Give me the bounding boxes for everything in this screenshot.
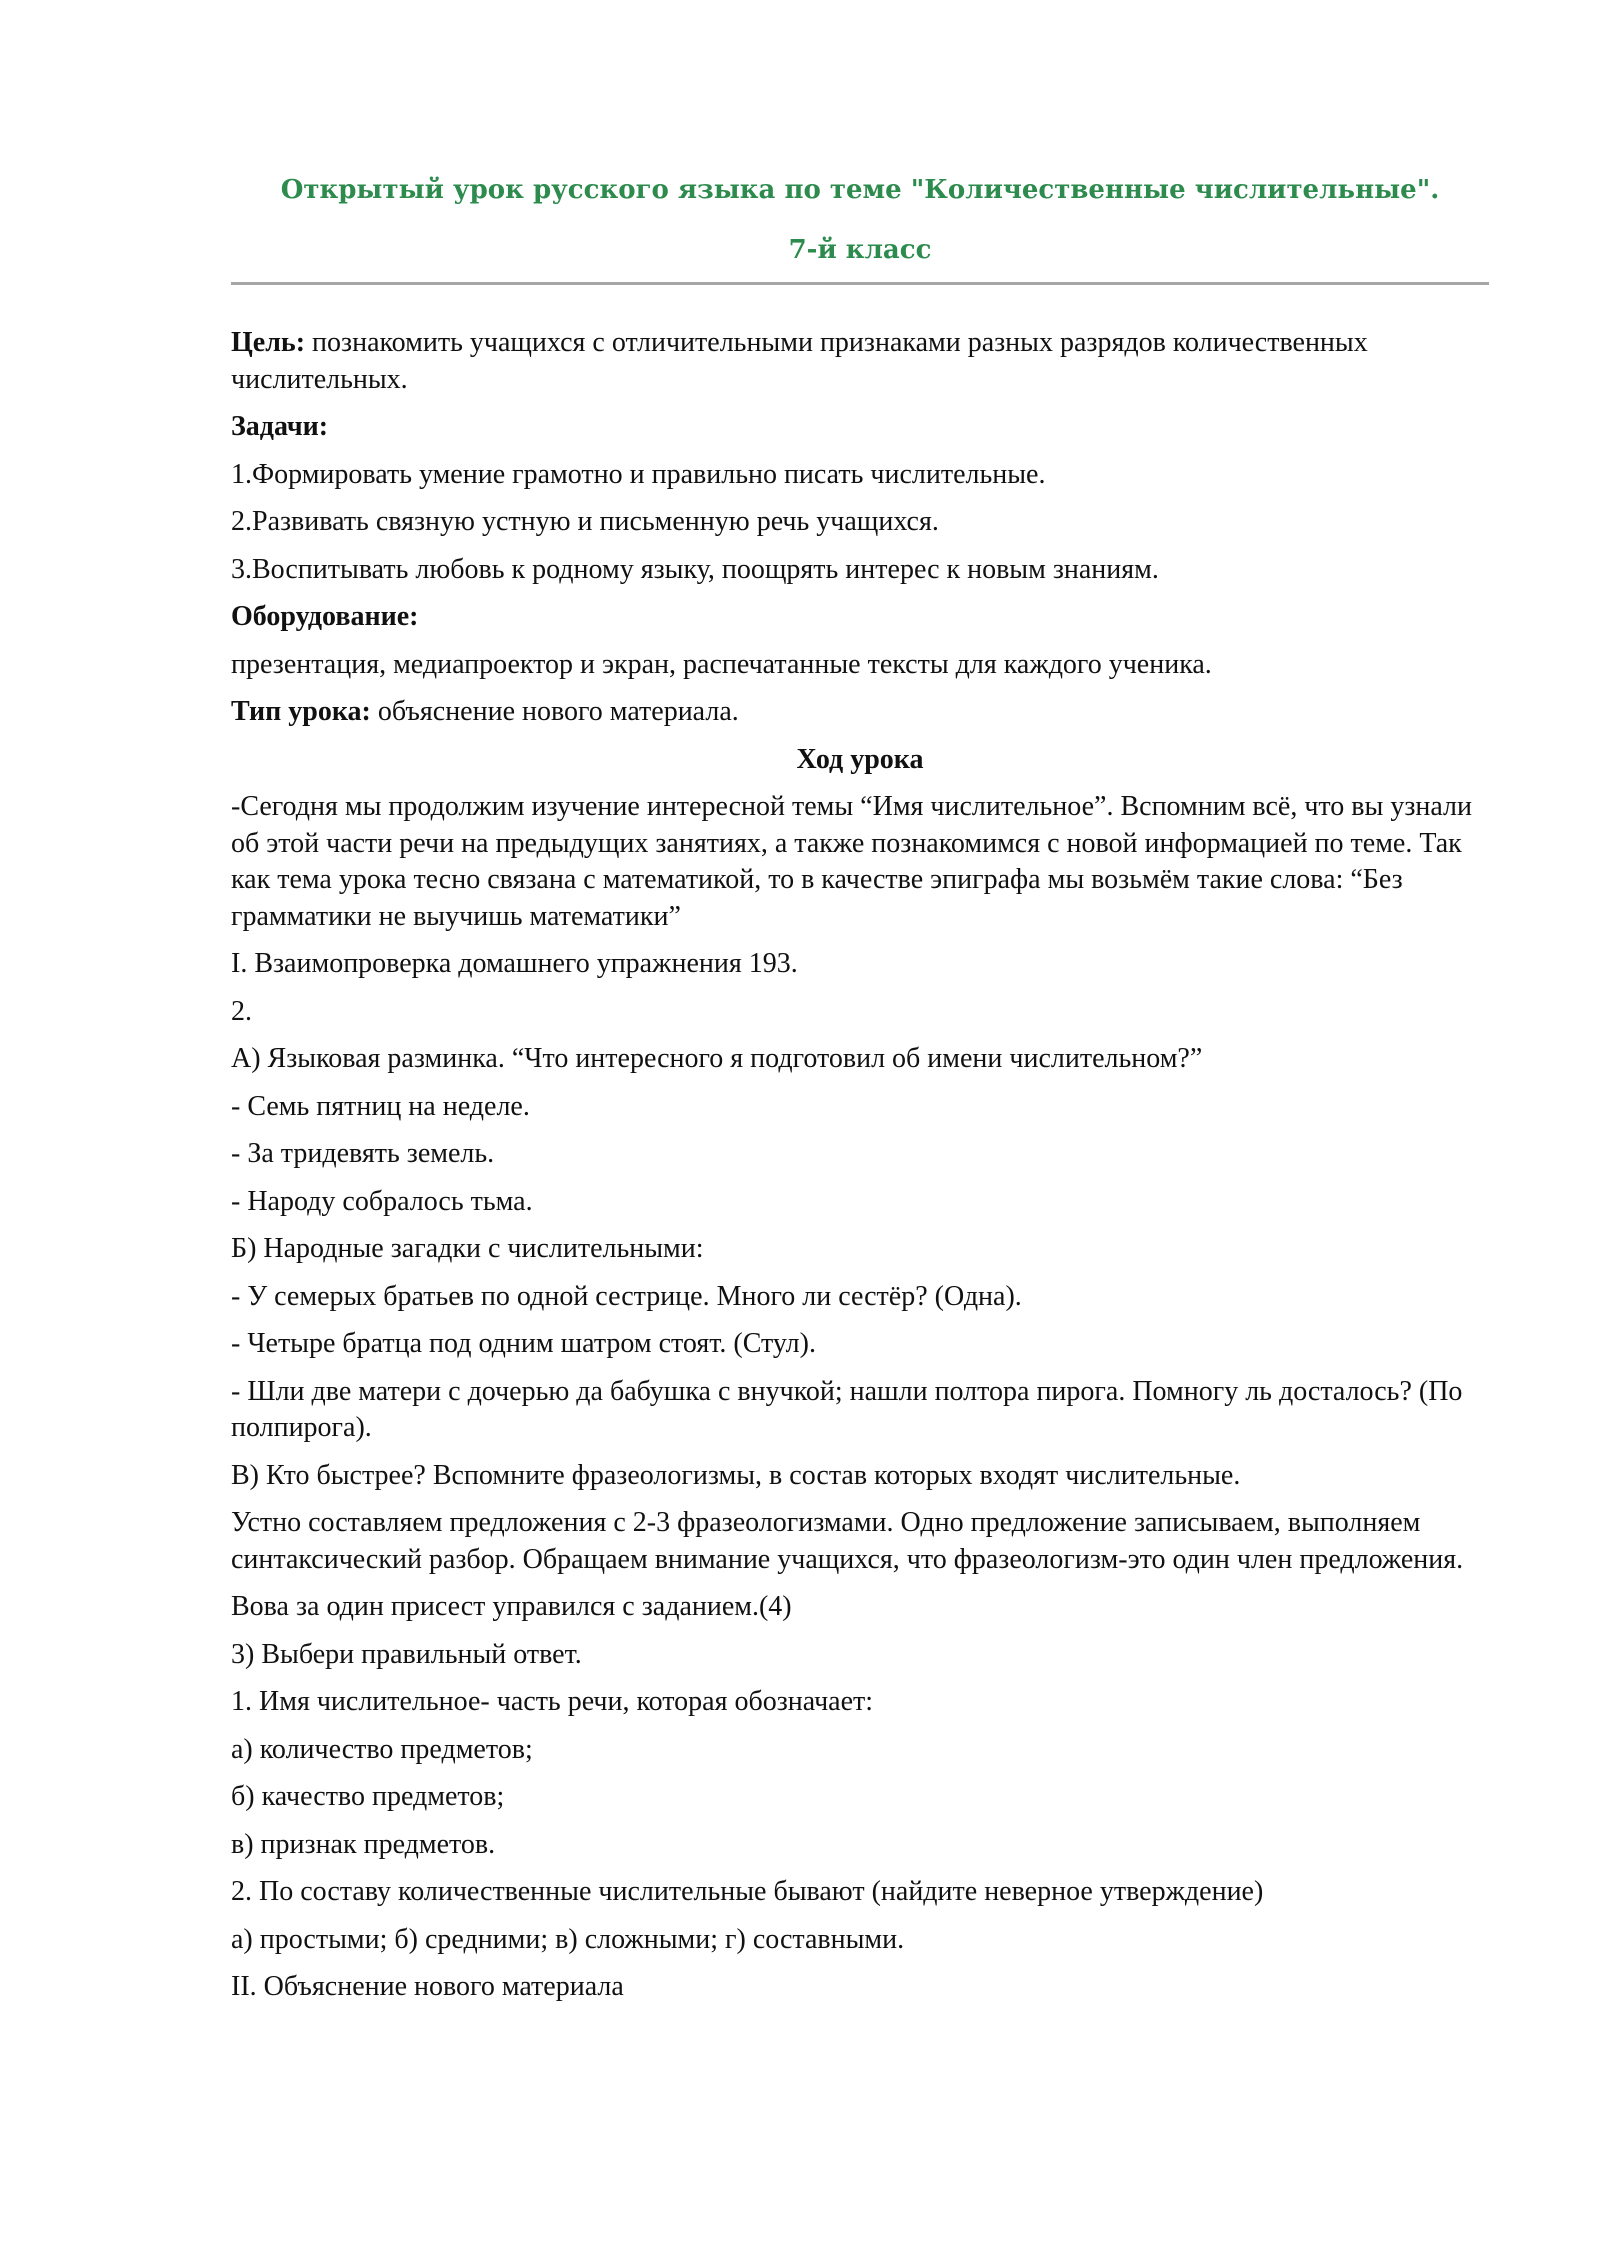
task-item-1: 1.Формировать умение грамотно и правильно писать числительные. [231, 458, 1046, 490]
course-paragraph: 2. По составу количественные числительные бывают (найдите неверное утверждение) [231, 1876, 1264, 1907]
course-paragraph: -Сегодня мы продолжим изучение интересной темы “Имя числительное”. Вспомним всё, что вы узнали об этой части речи на предыдущих занятиях, а также познакомимся с новой информацией по теме. Так как тема урока тесно связана с математикой, то в качестве эпиграфа мы возьмём такие слова: “Без грамматики не выучишь математики” [231, 791, 1472, 932]
task-item-3: 3.Воспитывать любовь к родному языку, поощрять интерес к новым знаниям. [231, 553, 1159, 585]
document-page [231, 160, 1489, 2017]
course-paragraph: - За тридевять земель. [231, 1138, 495, 1169]
tasks-heading: Задачи: [231, 411, 329, 442]
course-paragraph: а) количество предметов; [231, 1733, 533, 1765]
course-paragraph: б) качество предметов; [231, 1781, 505, 1812]
document-title-line-2: 7-й класс [788, 235, 932, 265]
lesson-type-paragraph [231, 694, 1489, 731]
title-divider [231, 282, 1489, 285]
task-item-2: 2.Развивать связную устную и письменную речь учащихся. [231, 506, 939, 537]
goal-text: познакомить учащихся с отличительными признаками разных разрядов количественных числительных. [231, 327, 1368, 395]
document-title-line-1: Открытый урок русского языка по теме "Количественные числительные". [280, 175, 1440, 205]
course-paragraph: I. Взаимопроверка домашнего упражнения 193. [231, 948, 798, 979]
goal-label: Цель: [231, 327, 306, 358]
course-paragraph: а) простыми; б) средними; в) сложными; г) составными. [231, 1923, 905, 1955]
course-paragraph: - Четыре братца под одним шатром стоят. (Стул). [231, 1328, 816, 1359]
course-paragraph: 2. [231, 995, 252, 1027]
goal-paragraph [231, 325, 1489, 398]
course-paragraph: Вова за один присест управился с заданием.(4) [231, 1591, 792, 1622]
course-heading: Ход урока [796, 743, 924, 775]
equipment-heading: Оборудование: [231, 601, 419, 632]
course-paragraph: 3) Выбери правильный ответ. [231, 1638, 582, 1670]
lesson-type-text: объяснение нового материала. [370, 696, 739, 727]
course-paragraph: Б) Народные загадки с числительными: [231, 1233, 704, 1264]
course-paragraph: в) признак предметов. [231, 1828, 496, 1860]
course-paragraph: А) Языковая разминка. “Что интересного я подготовил об имени числительном?” [231, 1043, 1203, 1074]
course-paragraph: Устно составляем предложения с 2-3 фразеологизмами. Одно предложение записываем, выполняем синтаксический разбор. Обращаем внимание учащихся, что фразеологизм-это один член предложения. [231, 1507, 1464, 1575]
course-paragraph: II. Объяснение нового материала [231, 1971, 624, 2002]
course-paragraph: В) Кто быстрее? Вспомните фразеологизмы, в состав которых входят числительные. [231, 1459, 1241, 1491]
equipment-text: презентация, медиапроектор и экран, распечатанные тексты для каждого ученика. [231, 648, 1212, 680]
course-paragraph: - Народу собралось тьма. [231, 1185, 533, 1217]
course-paragraph: - У семерых братьев по одной сестрице. Много ли сестёр? (Одна). [231, 1280, 1022, 1312]
course-paragraph: - Семь пятниц на неделе. [231, 1090, 530, 1122]
course-paragraph: 1. Имя числительное- часть речи, которая обозначает: [231, 1686, 874, 1717]
course-paragraph: - Шли две матери с дочерью да бабушка с внучкой; нашли полтора пирога. Помногу ль досталось? (По полпирога). [231, 1375, 1463, 1443]
lesson-type-label: Тип урока: [231, 696, 371, 727]
